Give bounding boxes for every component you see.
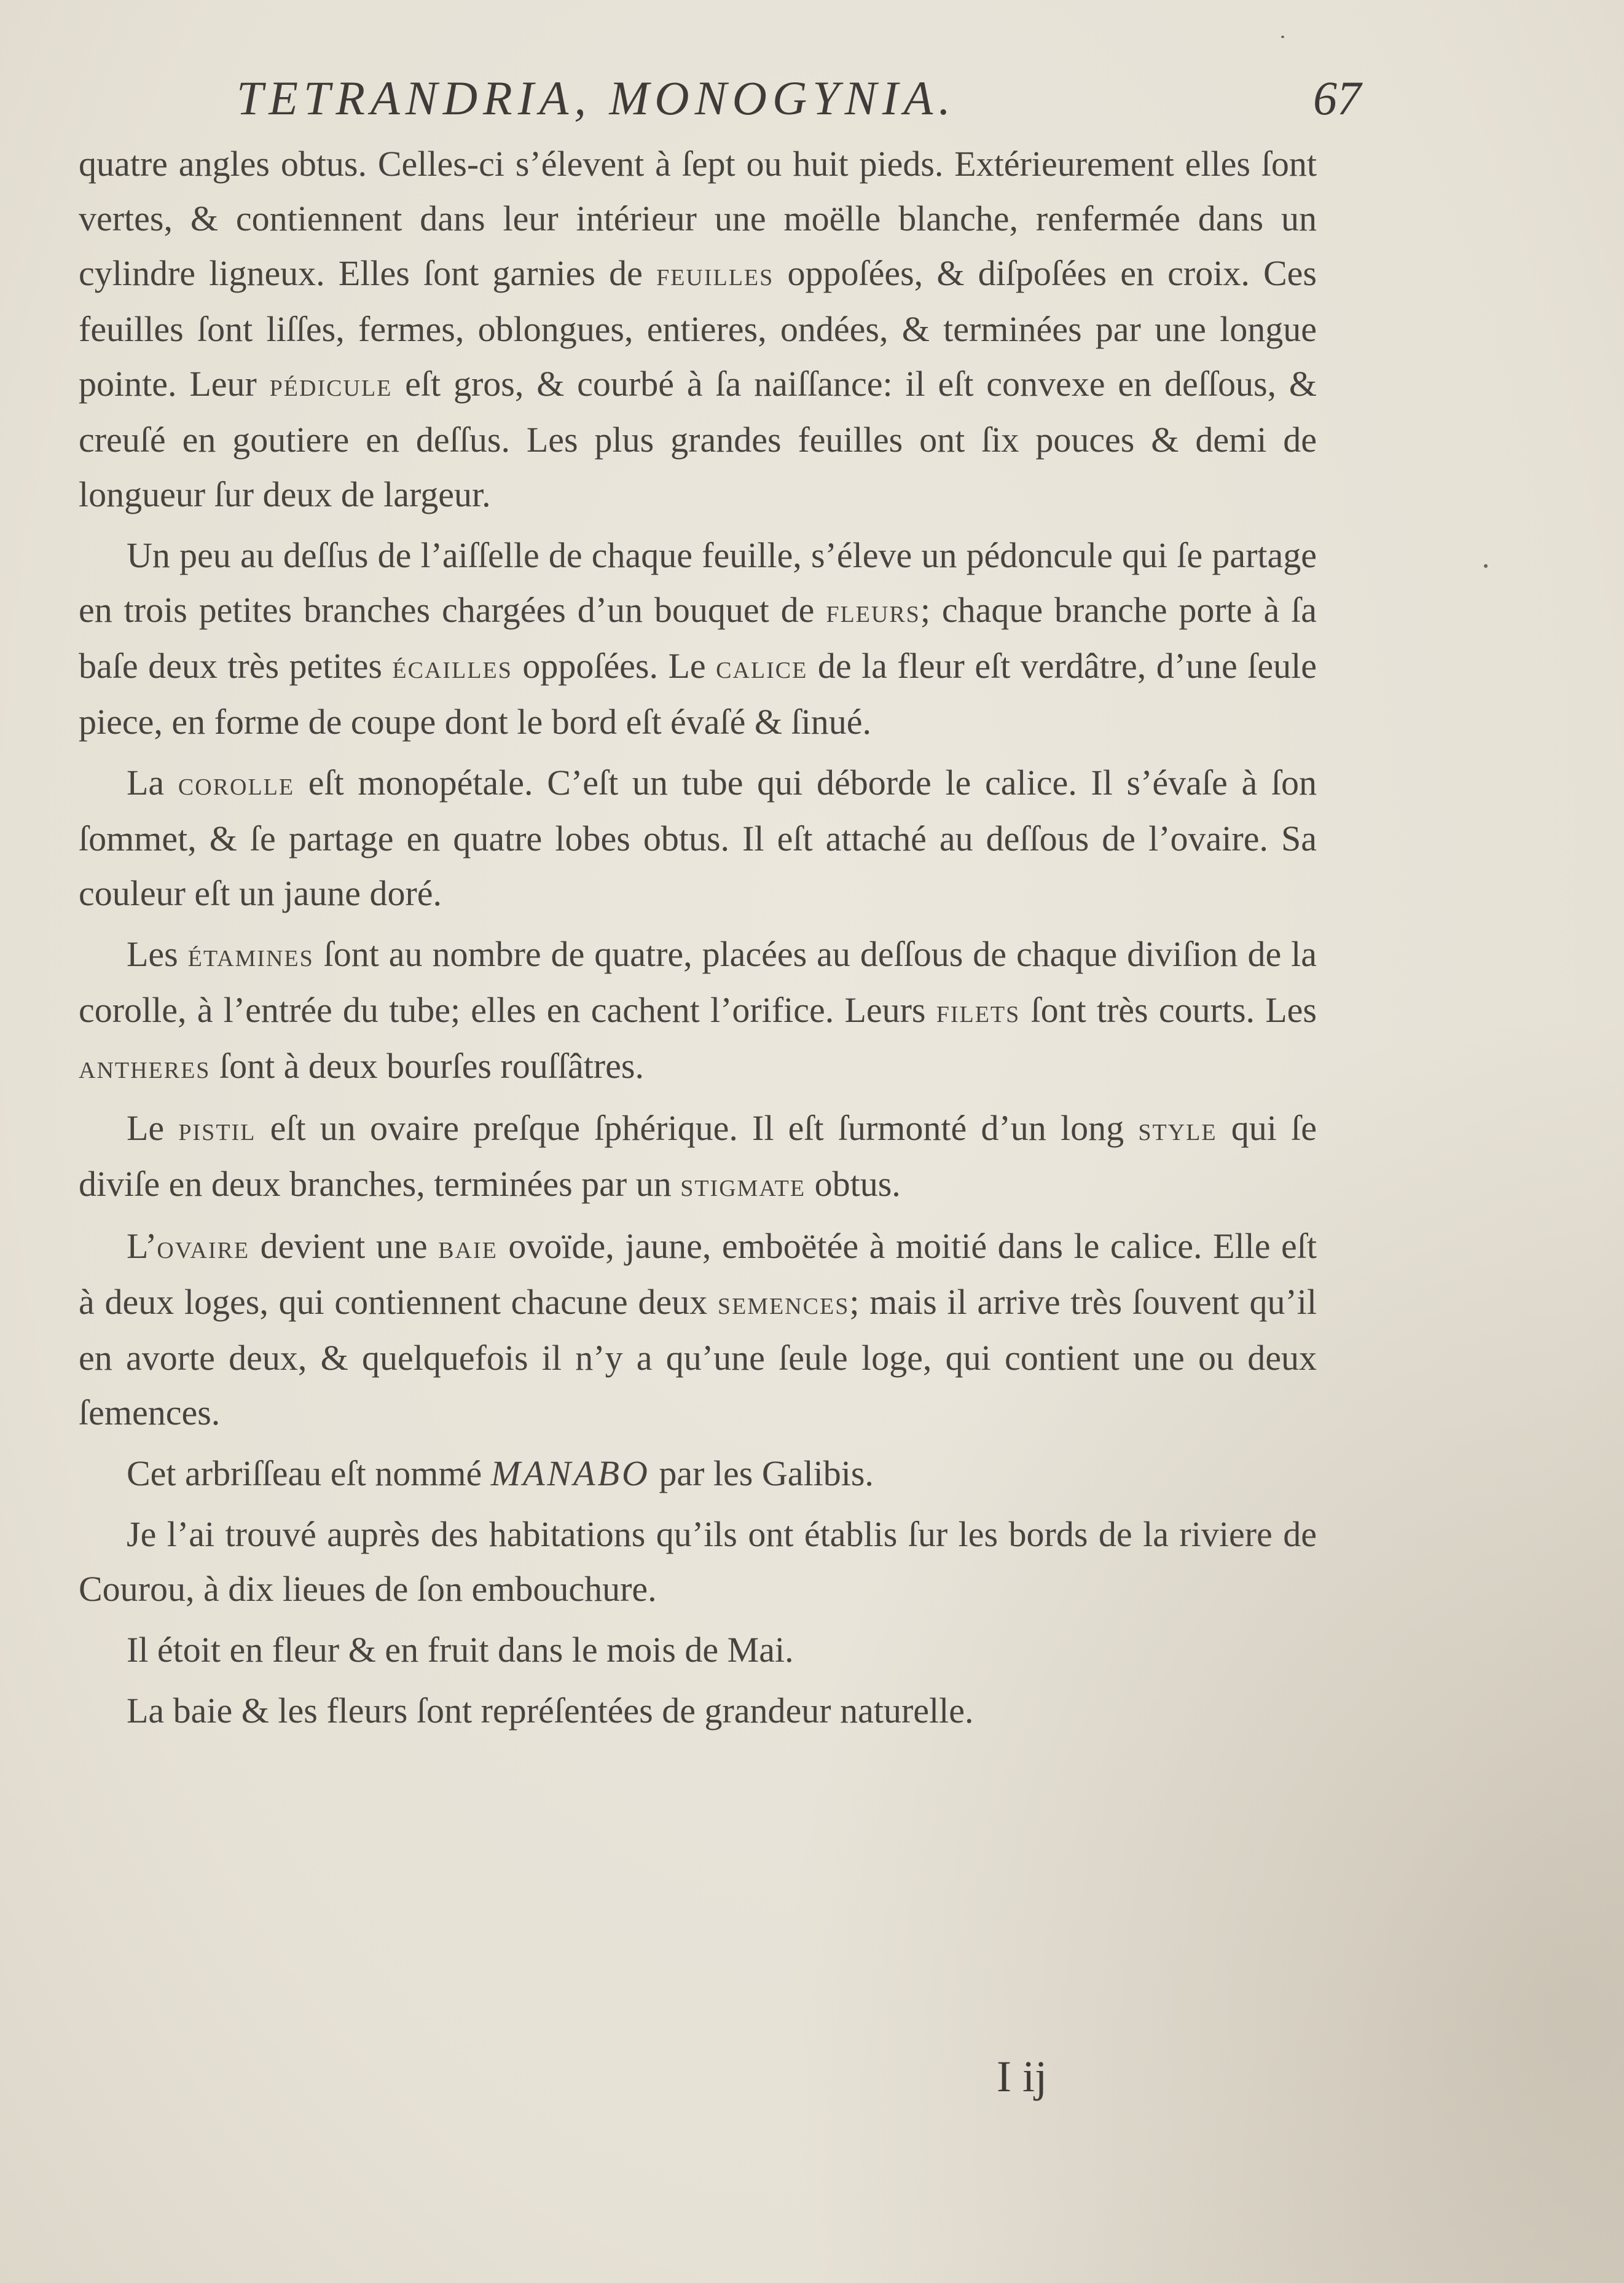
- text-run: oppoſées. Le: [512, 646, 716, 686]
- paragraph-10: [79, 1683, 1317, 1738]
- paragraph-9: [79, 1622, 1317, 1677]
- text-run: qui ſe diviſe en deux branches, terminées par un: [79, 1108, 1317, 1204]
- paragraph-8: [79, 1507, 1317, 1616]
- running-title: TETRANDRIA, MONOGYNIA.: [237, 71, 956, 125]
- text-run: obtus.: [806, 1164, 901, 1204]
- text-run: La: [127, 763, 178, 803]
- text-run: devient une: [249, 1226, 439, 1266]
- text-run: eſt monopétale. C’eſt un tube qui déborde le calice. Il s’évaſe à ſon ſommet, & ſe partage en quatre lobes obtus. Il eſt attaché au deſſous de l’ovaire. Sa couleur eſt un jaune doré.: [79, 763, 1317, 913]
- text-run: La baie & les fleurs ſont repréſentées de grandeur naturelle.: [127, 1691, 974, 1731]
- paragraph-5: [79, 1101, 1317, 1212]
- text-run: ſont à deux bourſes rouſſâtres.: [210, 1046, 644, 1086]
- paragraph-4: [79, 927, 1317, 1094]
- text-run: Je l’ai trouvé auprès des habitations qu’ils ont établis ſur les bords de la riviere de Courou, à dix lieues de ſon embouchure.: [79, 1514, 1317, 1609]
- text-run: ſont au nombre de quatre, placées au deſſous de chaque diviſion de la corolle, à l’entrée du tube; elles en cachent l’orifice. Leurs: [79, 934, 1317, 1030]
- text-run: ; mais il arrive très ſouvent qu’il en avorte deux, & quelquefois il n’y a qu’une ſeule loge, qui contient une ou deux ſemences.: [79, 1282, 1317, 1432]
- text-run: ; chaque branche porte à ſa baſe deux très petites: [79, 590, 1317, 686]
- paragraph-2: [79, 528, 1317, 749]
- paper-speck: [1281, 36, 1284, 38]
- paragraph-1: [79, 136, 1317, 522]
- term-pistil: pistil: [178, 1110, 256, 1147]
- text-run: Cet arbriſſeau eſt nommé: [127, 1453, 491, 1493]
- term-filets: filets: [936, 992, 1021, 1029]
- term-calice: calice: [716, 648, 808, 685]
- text-run: Le: [127, 1108, 179, 1148]
- text-run: eſt un ovaire preſque ſphérique. Il eſt ſurmonté d’un long: [256, 1108, 1139, 1148]
- text-run: oppoſées, & diſpoſées en croix. Ces feuilles ſont liſſes, fermes, oblongues, entieres, ondées, & terminées par une longue pointe. Leur: [79, 253, 1317, 404]
- term-ovaire: ovaire: [157, 1228, 250, 1265]
- term-baie: baie: [438, 1228, 498, 1265]
- text-run: eſt gros, & courbé à ſa naiſſance: il eſt convexe en deſſous, & creuſé en goutiere en deſſus. Les plus grandes feuilles ont ſix pouces & demi de longueur ſur deux de largeur.: [79, 364, 1317, 514]
- term-feuilles: feuilles: [656, 256, 774, 293]
- text-run: Il étoit en fleur & en fruit dans le mois de Mai.: [127, 1630, 794, 1670]
- signature-mark: I ij: [997, 2052, 1047, 2101]
- text-run: de la fleur eſt verdâtre, d’une ſeule piece, en forme de coupe dont le bord eſt évaſé & ſinué.: [79, 646, 1317, 742]
- text-run: ovoïde, jaune, emboëtée à moitié dans le calice. Elle eſt à deux loges, qui contiennent chacune deux: [79, 1226, 1317, 1322]
- text-run: ſont très courts. Les: [1020, 990, 1317, 1030]
- body-text: [79, 136, 1317, 1744]
- term-stigmate: stigmate: [680, 1166, 806, 1203]
- paper-speck: [1484, 564, 1488, 568]
- text-run: Un peu au deſſus de l’aiſſelle de chaque feuille, s’éleve un pédoncule qui ſe partage en trois petites branches chargées d’un bouquet de: [79, 535, 1317, 630]
- text-run: L’: [127, 1226, 157, 1266]
- text-run: Les: [127, 934, 188, 974]
- term-corolle: corolle: [178, 765, 295, 802]
- running-head: [237, 71, 1361, 138]
- term-antheres: antheres: [79, 1048, 211, 1085]
- native-name: MANABO: [490, 1453, 650, 1493]
- term-semences: semences: [717, 1284, 850, 1321]
- page-number: 67: [1313, 71, 1361, 125]
- text-run: quatre angles obtus. Celles-ci s’élevent à ſept ou huit pieds. Extérieurement elles ſont vertes, & contiennent dans leur intérieur une moëlle blanche, renfermée dans un cylindre ligneux. Elles ſont garnies de: [79, 144, 1317, 293]
- term-style: style: [1138, 1110, 1217, 1147]
- term-fleurs: fleurs: [826, 592, 920, 629]
- text-run: par les Galibis.: [649, 1453, 874, 1493]
- term-ecailles: écailles: [392, 648, 512, 685]
- paragraph-3: [79, 755, 1317, 921]
- paragraph-6: [79, 1219, 1317, 1440]
- paragraph-7: [79, 1446, 1317, 1501]
- term-pedicule: pédicule: [269, 366, 393, 403]
- term-etamines: étamines: [187, 937, 314, 973]
